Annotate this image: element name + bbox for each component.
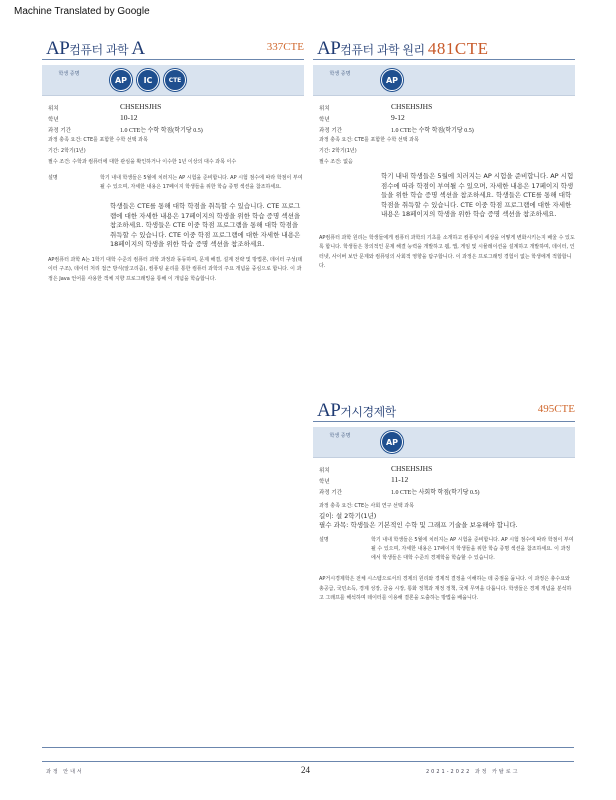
prerequisite-line: 필수 조건: 없음 — [319, 159, 353, 165]
description-text: 학기 내내 학생들은 5월에 치러지는 AP 시험을 준비합니다. AP 시험 점수에 따라 학점이 부여될 수 있으며, 자세한 내용은 17페이지 학생들을 위한 학습 증명 섹션을 참조하세요. 학생들은 CTE를 통해 대학 학점을 취득할 수 있습니다. CTE 이중 학점 프로그램에 대한 자세한 내용은 18페이지의 학생을 위한 학습 증명 섹션을 참조하세요. — [381, 172, 574, 218]
badge-bar — [42, 65, 304, 96]
course-title — [46, 38, 145, 60]
requirement-line: 과정 충족 요건: CTE는 사회 연구 선택 과목 — [319, 503, 414, 509]
title-suffix: A — [131, 38, 145, 59]
course-header — [313, 36, 575, 60]
course-title: AP컴퓨터 과학 원리 481CTE — [317, 38, 489, 59]
info-row-credit: 과정 기간 1.0 CTE는 수학 학점(학기당 0.5) — [319, 128, 474, 134]
ap-badge-icon: AP — [110, 69, 132, 91]
description-text: 학기 내내 학생들은 5월에 치러지는 AP 시험을 준비합니다. AP 시험 점수에 따라 학점이 부여될 수 있으며, 자세한 내용은 17페이지 학생들을 위한 학습 증명 섹션을 참조하세요. — [100, 175, 303, 190]
footer-rule-top — [42, 747, 574, 748]
title-prefix: AP — [46, 38, 70, 59]
title-divider — [313, 421, 575, 422]
footer-right-text: 2021-2022 과정 카탈로그 — [426, 769, 520, 775]
course-header — [42, 36, 304, 60]
info-row-grade: 학년 11-12 — [319, 475, 409, 485]
machine-translated-header: Machine Translated by Google — [14, 6, 150, 17]
cte-note: 학생들은 CTE를 통해 대학 학점을 취득할 수 있습니다. CTE 프로그램에 대한 자세한 내용은 17페이지의 학생을 위한 학습 증명 섹션을 참조하세요. 학생들은 CTE 이중 학점 프로그램을 통해 대학 학점을 취득할 수 있습니다. CTE 이중 학점 프로그램에 대한 자세한 내용은 18페이지의 학생을 위한 학습 증명 섹션을 참조하세요. — [110, 202, 301, 248]
course-paragraph: AP컴퓨터 과학 원리는 학생들에게 컴퓨터 과학의 기초를 소개하고 컴퓨팅이 세상을 어떻게 변화시키는지 배울 수 있도록 합니다. 학생들은 창의적인 문제 해결 능력을 개발하고 웹, 앱, 게임 및 시뮬레이션을 설계하고 개발하며, 데이터, 인터넷, 사이버 보안 문제와 컴퓨팅의 사회적 영향을 탐구합니다. 이 과정은 프로그래밍 경험이 없는 학생에게 적합합니다. — [319, 234, 575, 269]
badge-label: 학생 증명 — [58, 71, 80, 77]
title-divider — [313, 59, 575, 60]
course-header — [313, 398, 575, 422]
course-title: AP거시경제학 — [317, 400, 396, 421]
ic-badge-icon: IC — [137, 69, 159, 91]
page-number: 24 — [301, 765, 310, 775]
info-row-location: 위치 CHSEHSJHS — [319, 102, 433, 112]
info-row-location: 위치 CHSEHSJHS — [48, 102, 162, 112]
badge-group — [381, 69, 403, 91]
info-row-credit: 과정 기간 1.0 CTE는 사회학 학점(학기당 0.5) — [319, 490, 480, 496]
badge-group — [110, 69, 186, 91]
course-paragraph: AP거시경제학은 전체 시스템으로서의 경제의 원리와 경제적 결정을 이해하는 데 중점을 둡니다. 이 과정은 총수요와 총공급, 국민소득, 경제 성장, 금융 시장, 통화 정책과 재정 정책, 국제 무역을 다룹니다. 학생들은 경제 개념을 분석하고 그래프를 해석하며 데이터를 이용해 결론을 도출하는 방법을 배웁니다. — [319, 576, 572, 601]
ap-badge-icon: AP — [381, 431, 403, 453]
info-row-grade: 학년 9-12 — [319, 113, 405, 123]
title-rest: 컴퓨터 과학 — [69, 43, 129, 57]
title-divider — [42, 59, 304, 60]
course-code: 481CTE — [427, 39, 489, 58]
ap-badge-icon: AP — [381, 69, 403, 91]
length-line: 길이: 설 2학기(1년) — [319, 512, 377, 520]
length-line: 기간: 2학기(1년) — [319, 148, 357, 154]
badge-bar — [313, 427, 575, 458]
course-ap-macroeconomics — [313, 398, 575, 604]
badge-group — [381, 431, 403, 453]
course-code: 337CTE — [266, 41, 304, 53]
prerequisite-line: 필수 조건: 수학과 컴퓨터에 대한 관심을 확인하거나 이수한 1년 이상의 대수 과목 이수 — [48, 159, 237, 165]
badge-label: 학생 증명 — [329, 433, 351, 439]
info-row-location: 위치 CHSEHSJHS — [319, 464, 433, 474]
length-line: 기간: 2학기(1년) — [48, 148, 86, 154]
requirement-line: 과정 충족 요건: CTE를 포함한 수학 선택 과목 — [319, 137, 419, 143]
description-text: 학기 내내 학생들은 5월에 치러지는 AP 시험을 준비합니다. AP 시험 점수에 따라 학점이 부여될 수 있으며, 자세한 내용은 17페이지 학생들을 위한 학습 증명 섹션을 참조하세요. 이 과정에서 학생들은 대학 수준의 경제학을 학습할 수 있습니다. — [371, 537, 574, 561]
info-row-credit: 과정 기간 1.0 CTE는 수학 학점(학기당 0.5) — [48, 128, 203, 134]
cte-badge-icon: CTE — [164, 69, 186, 91]
course-code: 495CTE — [537, 403, 575, 415]
footer-left-text: 과정 안내서 — [46, 769, 84, 775]
course-ap-cs-a — [42, 36, 304, 284]
badge-label: 학생 증명 — [329, 71, 351, 77]
requirement-line: 과정 충족 요건: CTE를 포함한 수학 선택 과목 — [48, 137, 148, 143]
info-row-grade: 학년 10-12 — [48, 113, 138, 123]
badge-bar — [313, 65, 575, 96]
course-ap-cs-principles — [313, 36, 575, 272]
description: 설명 학기 내내 학생들은 5월에 치러지는 AP 시험을 준비합니다. AP 시험 점수에 따라 학점이 부여될 수 있으며, 자세한 내용은 17페이지 학생들을 위한 학습 증명 섹션을 참조하세요. 이 과정에서 학생들은 대학 수준의 경제학을 학습할 수 있습니다. — [319, 537, 574, 561]
prerequisite-line: 필수 과목: 학생들은 기본적인 수학 및 그래프 기술을 보유해야 합니다. — [319, 521, 518, 529]
course-paragraph: AP컴퓨터 과학 A는 1학기 대학 수준의 컴퓨터 과학 과정과 동등하며, 문제 해결, 설계 전략 및 방법론, 데이터 구성(데이터 구조), 데이터 처리 접근 방식(알고리즘), 컴퓨팅 윤리를 통한 컴퓨터 과학의 주요 개념을 중심으로 합니다. 이 과정은 Java 언어를 사용한 객체 지향 프로그래밍을 통해 이 개념을 학습합니다. — [48, 256, 303, 282]
description: 설명 학기 내내 학생들은 5월에 치러지는 AP 시험을 준비합니다. AP 시험 점수에 따라 학점이 부여될 수 있으며, 자세한 내용은 17페이지 학생들을 위한 학습 증명 섹션을 참조하세요. — [48, 175, 303, 190]
footer-rule-bottom — [42, 761, 574, 762]
